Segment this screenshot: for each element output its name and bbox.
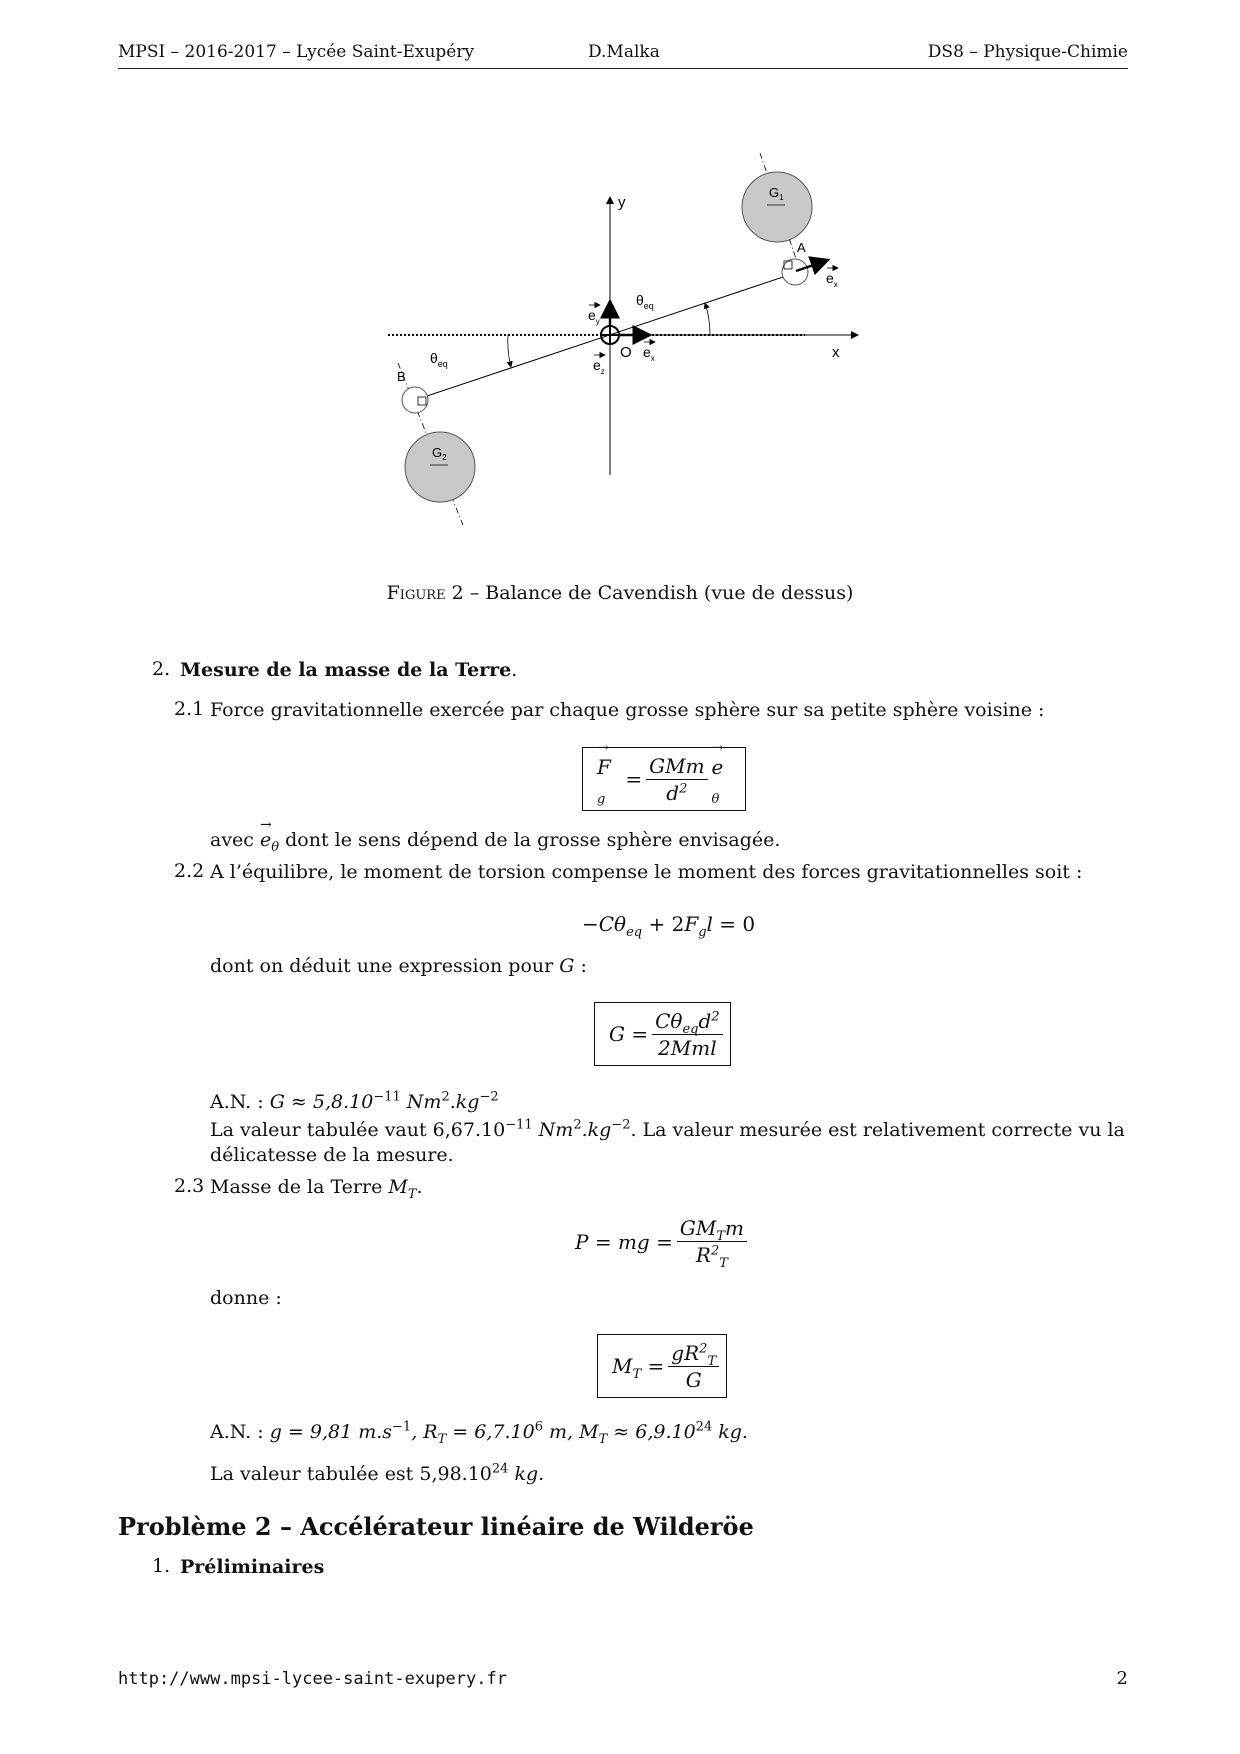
equilibrium-equation: $-C\theta_{eq}$ + 2 $F_gl$ = 0 — [582, 912, 756, 940]
q21-after: avec → $e_\theta$ dont le sens dépend de la grosse sphère envisagée. — [210, 828, 780, 852]
tabulated-line-2: délicatesse de la mesure. — [210, 1144, 454, 1166]
q21-text: Force gravitationnelle exercée par chaque grosse sphère sur sa petite sphère voisine : — [210, 699, 1045, 721]
header-left: MPSI – 2016-2017 – Lycée Saint-Exupéry — [118, 42, 475, 62]
theta-arc-right — [705, 303, 710, 335]
caption-prefix: Figure 2 — [386, 582, 464, 604]
label-g1: $G_1$ — [769, 185, 784, 202]
small-sphere-a — [782, 259, 808, 285]
q22-deduce: dont on déduit une expression pour G : — [210, 955, 587, 977]
header-center: D.Malka — [588, 42, 660, 62]
q22-number: 2.2 — [174, 860, 205, 882]
label-y: y — [618, 194, 626, 211]
label-o: O — [620, 344, 632, 361]
section-title: Mesure de la masse de la Terre. — [180, 659, 518, 681]
q21-number: 2.1 — [174, 698, 205, 720]
problem2-title: Problème 2 – Accélérateur linéaire de Wilderöe — [118, 1512, 754, 1541]
problem2-item-title: Préliminaires — [180, 1556, 325, 1578]
label-ex-a: $e_x$ — [826, 270, 838, 289]
page-header — [118, 40, 1128, 69]
an1-line: A.N. : $G \approx 5,8.10^{-11}$ $Nm^2.kg^{-2}$ — [210, 1089, 499, 1113]
page-footer — [118, 1668, 1128, 1689]
large-sphere-g1 — [742, 172, 812, 242]
footer-url[interactable]: http://www.mpsi-lycee-saint-exupery.fr — [118, 1669, 507, 1689]
an2-line: A.N. : g = 9,81 $m.s^{-1}$, $R_T = 6,7.10^6$ m, $M_T \approx 6,9.10^{24}$ kg. — [210, 1419, 748, 1447]
label-x: x — [832, 344, 840, 361]
q22-text: A l’équilibre, le moment de torsion compense le moment des forces gravitationnelles soit : — [210, 861, 1083, 883]
label-ex-origin: $e_x$ — [643, 344, 655, 363]
cavendish-figure — [380, 145, 860, 545]
formula-box-g: G = $\frac{C\theta_{eq}d^2}{\text{2Mml}}$ — [594, 1002, 731, 1066]
formula-box-fg: → $F_g$ = $\frac{\text{GMm}}{d^2}$ → $e_\theta$ — [582, 747, 746, 811]
label-ey: $e_y$ — [588, 307, 600, 326]
header-right: DS8 – Physique-Chimie — [927, 42, 1128, 62]
weight-equation: P = mg = $\frac{GM_Tm}{R^2_T}$ — [575, 1217, 751, 1266]
large-sphere-g2 — [405, 432, 475, 502]
problem2-item-number: 1. — [152, 1555, 171, 1577]
formula-box-mt: $M_T$ = $\frac{gR^2_T}{G}$ — [597, 1334, 727, 1398]
label-b: B — [397, 369, 406, 384]
q23-number: 2.3 — [174, 1175, 205, 1197]
page-number: 2 — [1116, 1668, 1128, 1689]
caption-text: – Balance de Cavendish (vue de dessus) — [463, 582, 854, 604]
theta-arc-left — [508, 335, 511, 367]
figure-caption — [0, 582, 1240, 604]
gives-text: donne : — [210, 1287, 282, 1309]
tabulated-line-1: La valeur tabulée vaut $6,67.10^{-11}$ $Nm^2.kg^{-2}$. La valeur mesurée est relativement correcte vu la — [210, 1117, 1125, 1141]
section-number: 2. — [152, 658, 171, 680]
tabulated-earth-mass: La valeur tabulée est 5,98.10$^{24}$ kg. — [210, 1461, 545, 1485]
label-ez: $e_z$ — [593, 357, 605, 376]
label-theta-right: $\theta_{eq}$ — [636, 292, 654, 311]
small-sphere-b — [402, 387, 428, 413]
label-g2: $G_2$ — [432, 445, 447, 462]
label-theta-left: $\theta_{eq}$ — [430, 350, 448, 369]
label-a: A — [797, 240, 806, 255]
q23-text: Masse de la Terre $M_T$. — [210, 1176, 423, 1202]
